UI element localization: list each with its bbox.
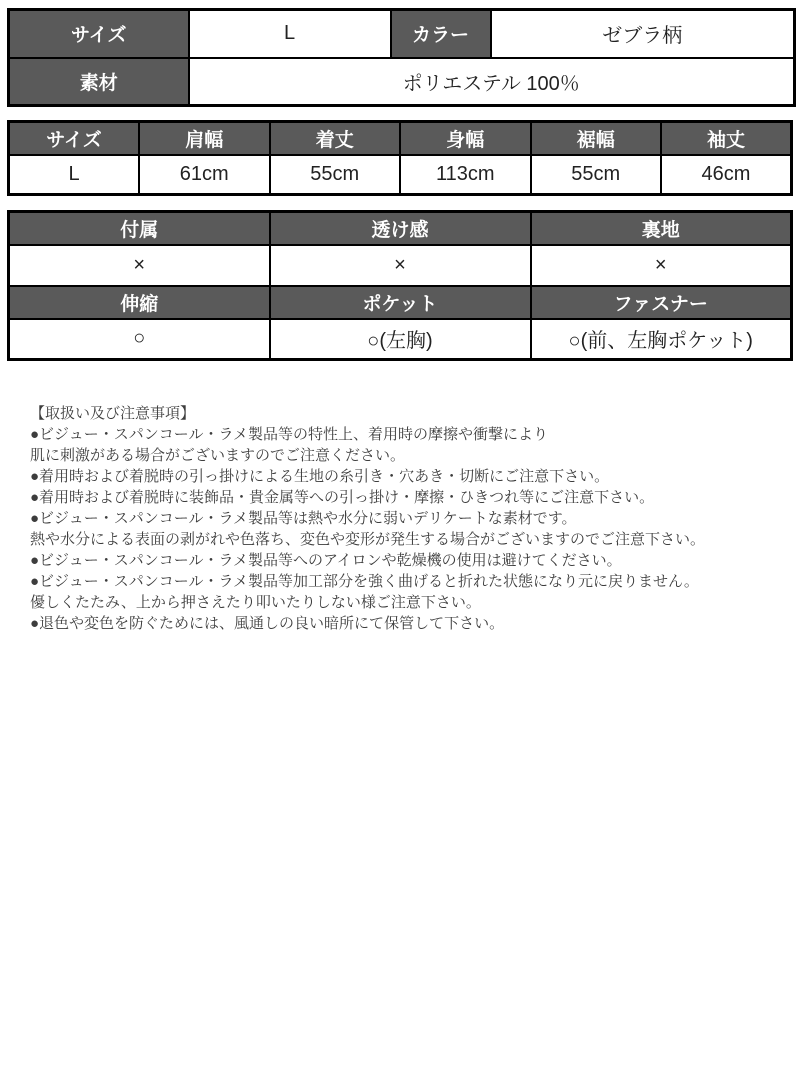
measurements-header-hem: 裾幅 xyxy=(531,122,662,155)
measurements-value-shoulder: 61cm xyxy=(139,155,270,195)
measurements-header-width: 身幅 xyxy=(400,122,531,155)
care-note-line: ●着用時および着脱時に装飾品・貴金属等への引っ掛け・摩擦・ひきつれ等にご注意下さい。 xyxy=(30,489,655,506)
color-value-cell: ゼブラ柄 xyxy=(491,10,795,58)
measurements-table xyxy=(7,120,793,196)
features-header-pocket: ポケット xyxy=(270,286,531,319)
care-notes xyxy=(30,403,783,634)
features-header-zipper: ファスナー xyxy=(531,286,792,319)
features-header-row-1 xyxy=(9,212,792,245)
features-value-lining: × xyxy=(531,245,792,286)
care-note-line: 優しくたたみ、上から押さえたり叩いたりしない様ご注意下さい。 xyxy=(30,594,481,611)
material-label-cell: 素材 xyxy=(9,58,189,106)
measurements-header-sleeve: 袖丈 xyxy=(661,122,792,155)
measurements-value-row xyxy=(9,155,792,195)
size-color-row xyxy=(9,10,795,58)
features-value-stretch: ○ xyxy=(9,319,270,360)
care-note-line: ●退色や変色を防ぐためには、風通しの良い暗所にて保管して下さい。 xyxy=(30,615,505,632)
care-note-line: ●ビジュー・スパンコール・ラメ製品等へのアイロンや乾燥機の使用は避けてください。 xyxy=(30,552,622,569)
measurements-header-size: サイズ xyxy=(9,122,140,155)
care-note-line: ●着用時および着脱時の引っ掛けによる生地の糸引き・穴あき・切断にご注意下さい。 xyxy=(30,468,610,485)
care-note-line: ●ビジュー・スパンコール・ラメ製品等の特性上、着用時の摩擦や衝撃により xyxy=(30,426,549,443)
care-note-line: ●ビジュー・スパンコール・ラメ製品等は熱や水分に弱いデリケートな素材です。 xyxy=(30,510,577,527)
features-header-stretch: 伸縮 xyxy=(9,286,270,319)
material-row xyxy=(9,58,795,106)
material-value-cell: ポリエステル 100％ xyxy=(189,58,795,106)
features-value-pocket: ○(左胸) xyxy=(270,319,531,360)
measurements-value-width: 113cm xyxy=(400,155,531,195)
features-header-lining: 裏地 xyxy=(531,212,792,245)
color-label-cell: カラー xyxy=(391,10,491,58)
size-label-cell: サイズ xyxy=(9,10,189,58)
measurements-value-length: 55cm xyxy=(270,155,401,195)
features-header-accessories: 付属 xyxy=(9,212,270,245)
features-table xyxy=(7,210,793,361)
measurements-header-length: 着丈 xyxy=(270,122,401,155)
features-value-row-1 xyxy=(9,245,792,286)
size-color-material-table xyxy=(7,8,796,107)
care-note-line: 熱や水分による表面の剥がれや色落ち、変色や変形が発生する場合がございますのでご注意下さい。 xyxy=(30,531,706,548)
measurements-header-shoulder: 肩幅 xyxy=(139,122,270,155)
features-value-accessories: × xyxy=(9,245,270,286)
size-value-cell: L xyxy=(189,10,391,58)
measurements-header-row xyxy=(9,122,792,155)
measurements-value-hem: 55cm xyxy=(531,155,662,195)
care-notes-title: 【取扱い及び注意事項】 xyxy=(30,405,196,422)
care-note-line: 肌に刺激がある場合がございますのでご注意ください。 xyxy=(30,447,406,464)
features-value-sheerness: × xyxy=(270,245,531,286)
measurements-value-sleeve: 46cm xyxy=(661,155,792,195)
measurements-value-size: L xyxy=(9,155,140,195)
features-value-zipper: ○(前、左胸ポケット) xyxy=(531,319,792,360)
features-header-row-2 xyxy=(9,286,792,319)
features-header-sheerness: 透け感 xyxy=(270,212,531,245)
care-note-line: ●ビジュー・スパンコール・ラメ製品等加工部分を強く曲げると折れた状態になり元に戻りません。 xyxy=(30,573,699,590)
features-value-row-2 xyxy=(9,319,792,360)
